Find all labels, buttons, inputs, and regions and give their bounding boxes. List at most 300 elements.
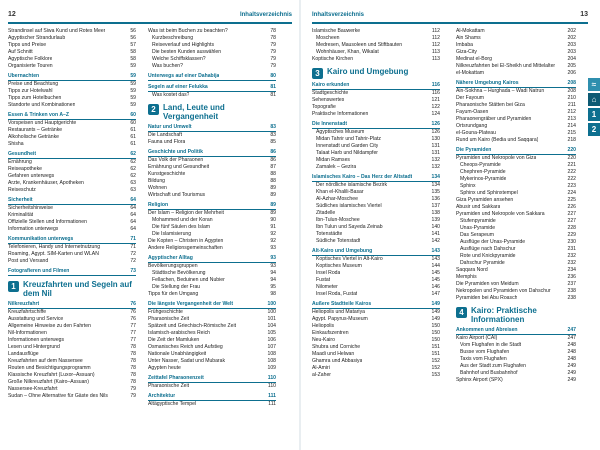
toc-entry-title: Übernachten xyxy=(8,73,40,79)
toc-entry[interactable] xyxy=(456,356,576,363)
toc-entry[interactable] xyxy=(148,49,276,56)
toc-entry[interactable] xyxy=(312,104,440,111)
toc-entry[interactable] xyxy=(456,155,576,162)
right-header-rule xyxy=(312,22,588,24)
toc-heading[interactable] xyxy=(148,124,276,132)
toc-page-number: 80 xyxy=(270,73,276,79)
toc-entry[interactable] xyxy=(8,134,136,141)
toc-entry[interactable] xyxy=(312,203,440,210)
toc-entry[interactable] xyxy=(148,401,276,408)
toc-entry[interactable] xyxy=(148,63,276,70)
toc-entry-title: el-Mokattam xyxy=(456,70,485,76)
toc-entry-title: Segeln auf einer Felukka xyxy=(148,84,208,90)
toc-entry[interactable] xyxy=(456,88,576,95)
toc-entry-title: Al-Amiri xyxy=(312,365,330,371)
toc-entry[interactable] xyxy=(456,42,576,49)
toc-entry[interactable] xyxy=(8,35,136,42)
toc-entry[interactable] xyxy=(8,386,136,393)
toc-entry-title: Ausstattung und Service xyxy=(8,316,64,322)
toc-heading[interactable] xyxy=(312,301,440,309)
toc-entry-title: Ausflüge der Unas-Pyramide xyxy=(460,239,526,245)
toc-heading[interactable] xyxy=(312,248,440,256)
toc-entry[interactable] xyxy=(312,129,440,136)
toc-page-number: 212 xyxy=(567,109,576,115)
toc-page-number: 135 xyxy=(431,189,440,195)
toc-entry-title: Telefonieren, Handy und Internetnutzung xyxy=(8,244,101,250)
toc-entry[interactable] xyxy=(8,127,136,134)
toc-entry-title: Tipps für den Umgang xyxy=(148,291,199,297)
toc-page-number: 145 xyxy=(431,270,440,276)
toc-entry[interactable] xyxy=(312,263,440,270)
toc-page-number: 72 xyxy=(130,258,136,264)
toc-heading[interactable] xyxy=(312,121,440,129)
toc-page-number: 64 xyxy=(130,197,136,203)
toc-entry[interactable] xyxy=(456,253,576,260)
toc-entry[interactable] xyxy=(312,217,440,224)
toc-entry[interactable] xyxy=(148,178,276,185)
toc-entry-title: Memphis xyxy=(456,274,477,280)
toc-page-number: 83 xyxy=(270,124,276,130)
toc-entry[interactable] xyxy=(8,159,136,166)
toc-entry[interactable] xyxy=(456,239,576,246)
toc-entry[interactable] xyxy=(456,232,576,239)
toc-entry[interactable] xyxy=(456,260,576,267)
toc-page-number: 204 xyxy=(567,56,576,62)
toc-entry-title: Strandinsel auf Siwa Kund und Rotes Meer xyxy=(8,28,106,34)
toc-heading[interactable] xyxy=(8,301,136,309)
toc-entry[interactable] xyxy=(456,190,576,197)
toc-page-number: 122 xyxy=(431,104,440,110)
toc-entry-title: Shubra und Corniche xyxy=(312,344,361,350)
toc-entry[interactable] xyxy=(8,56,136,63)
toc-entry[interactable] xyxy=(312,49,440,56)
toc-entry-title: Post und Versand xyxy=(8,258,49,264)
toc-entry[interactable] xyxy=(312,164,440,171)
toc-entry[interactable] xyxy=(456,197,576,204)
toc-list xyxy=(312,28,440,63)
toc-entry[interactable] xyxy=(148,192,276,199)
toc-entry[interactable] xyxy=(456,274,576,281)
toc-heading[interactable] xyxy=(148,375,276,383)
toc-page-number: 137 xyxy=(431,203,440,209)
toc-entry-title: Midan Ramses xyxy=(316,157,350,163)
toc-entry[interactable] xyxy=(148,365,276,372)
toc-entry[interactable] xyxy=(8,393,136,400)
toc-entry[interactable] xyxy=(312,365,440,372)
toc-entry[interactable] xyxy=(312,291,440,298)
toc-entry[interactable] xyxy=(8,173,136,180)
toc-entry-title: Alt-Kairo und Umgebung xyxy=(312,248,373,254)
toc-entry[interactable] xyxy=(148,28,276,35)
chapter-tab-1[interactable]: 1 xyxy=(588,108,600,121)
toc-entry[interactable] xyxy=(312,256,440,263)
toc-entry[interactable] xyxy=(456,183,576,190)
toc-entry[interactable] xyxy=(312,270,440,277)
toc-entry-title: Sphinx und Sphinxtempel xyxy=(460,190,518,196)
toc-page-number: 86 xyxy=(270,149,276,155)
toc-entry[interactable] xyxy=(148,164,276,171)
toc-entry[interactable] xyxy=(456,130,576,137)
toc-entry[interactable] xyxy=(8,258,136,265)
toc-page-number: 77 xyxy=(130,337,136,343)
toc-entry-title: Talaat Harb und Nildampfer xyxy=(316,150,379,156)
toc-heading[interactable] xyxy=(312,82,440,90)
toc-entry[interactable] xyxy=(8,187,136,194)
toc-entry[interactable] xyxy=(312,323,440,330)
toc-page-number: 71 xyxy=(130,244,136,250)
toc-entry[interactable] xyxy=(456,35,576,42)
toc-entry-title: Islamisch-arabisches Reich xyxy=(148,330,210,336)
right-running-title: Inhaltsverzeichnis xyxy=(312,12,365,18)
toc-heading[interactable] xyxy=(456,147,576,155)
toc-entry[interactable] xyxy=(8,81,136,88)
toc-entry[interactable] xyxy=(312,344,440,351)
toc-entry[interactable] xyxy=(312,238,440,245)
toc-entry[interactable] xyxy=(456,116,576,123)
toc-entry[interactable] xyxy=(8,309,136,316)
toc-page-number: 222 xyxy=(567,169,576,175)
toc-entry[interactable] xyxy=(148,383,276,390)
toc-entry[interactable] xyxy=(148,284,276,291)
toc-page-number: 142 xyxy=(431,238,440,244)
toc-entry[interactable] xyxy=(8,180,136,187)
toc-entry[interactable] xyxy=(456,63,576,70)
toc-heading[interactable] xyxy=(8,151,136,159)
toc-entry[interactable] xyxy=(456,95,576,102)
toc-entry[interactable] xyxy=(148,171,276,178)
toc-entry[interactable] xyxy=(8,344,136,351)
toc-entry-title: Restaurants – Getränke xyxy=(8,127,63,133)
toc-entry[interactable] xyxy=(312,351,440,358)
toc-page-number: 237 xyxy=(567,281,576,287)
toc-entry[interactable] xyxy=(8,358,136,365)
toc-entry[interactable] xyxy=(312,210,440,217)
toc-entry[interactable] xyxy=(8,351,136,358)
toc-page-number: 64 xyxy=(130,205,136,211)
toc-page-number: 58 xyxy=(130,49,136,55)
toc-entry[interactable] xyxy=(456,281,576,288)
toc-entry[interactable] xyxy=(312,56,440,63)
toc-heading[interactable] xyxy=(148,393,276,401)
toc-entry[interactable] xyxy=(8,316,136,323)
toc-entry-title: Totenstädte xyxy=(316,231,343,237)
toc-entry[interactable] xyxy=(456,162,576,169)
toc-page-number: 152 xyxy=(431,358,440,364)
toc-entry[interactable] xyxy=(148,139,276,146)
toc-entry[interactable] xyxy=(312,358,440,365)
toc-page-number: 64 xyxy=(130,226,136,232)
toc-entry-title: Koptische Kirchen xyxy=(312,56,354,62)
toc-entry-title: Klassische Kreuzfahrt (Luxor–Assuan) xyxy=(8,372,95,378)
toc-entry[interactable] xyxy=(148,210,276,217)
toc-heading[interactable] xyxy=(8,236,136,244)
toc-entry[interactable] xyxy=(456,370,576,377)
toc-entry-title: Maadi und Helwan xyxy=(312,351,355,357)
toc-entry[interactable] xyxy=(148,35,276,42)
toc-entry[interactable] xyxy=(456,109,576,116)
toc-heading[interactable] xyxy=(456,327,576,335)
toc-entry[interactable] xyxy=(456,288,576,295)
toc-entry[interactable] xyxy=(312,309,440,316)
toc-entry-title: Unter Nasser, Sadat und Mubarak xyxy=(148,358,226,364)
toc-entry[interactable] xyxy=(312,372,440,379)
toc-entry[interactable] xyxy=(456,137,576,144)
toc-page-number: 56 xyxy=(130,28,136,34)
chapter-tab-2[interactable]: 2 xyxy=(588,123,600,136)
toc-entry[interactable] xyxy=(312,42,440,49)
toc-entry[interactable] xyxy=(456,267,576,274)
toc-entry[interactable] xyxy=(312,90,440,97)
toc-page-number: 132 xyxy=(431,157,440,163)
toc-entry-title: Topografie xyxy=(312,104,336,110)
toc-page-number: 109 xyxy=(267,365,276,371)
toc-entry[interactable] xyxy=(456,218,576,225)
toc-entry-title: Ägyptisches Museum xyxy=(316,129,365,135)
waves-icon[interactable]: ≈ xyxy=(588,78,600,91)
toc-heading[interactable] xyxy=(148,301,276,309)
toc-entry[interactable] xyxy=(8,28,136,35)
toc-entry[interactable] xyxy=(8,372,136,379)
toc-entry-title: Rote und Knickpyramide xyxy=(460,253,516,259)
toc-entry-title: Giza-City xyxy=(456,49,477,55)
toc-heading[interactable] xyxy=(148,202,276,210)
toc-entry[interactable] xyxy=(8,244,136,251)
toc-entry-title: Ortsrundgang xyxy=(456,123,488,129)
toc-entry[interactable] xyxy=(456,363,576,370)
toc-entry[interactable] xyxy=(148,337,276,344)
toc-entry-title: Dahschur Pyramide xyxy=(460,260,505,266)
toc-heading[interactable] xyxy=(8,112,136,120)
toc-page-number: 72 xyxy=(130,251,136,257)
toc-entry[interactable] xyxy=(456,176,576,183)
toc-entry[interactable] xyxy=(8,212,136,219)
toc-entry-title: Gefahren unterwegs xyxy=(8,173,55,179)
toc-entry[interactable] xyxy=(456,123,576,130)
toc-entry[interactable] xyxy=(8,88,136,95)
toc-page-number: 89 xyxy=(270,185,276,191)
toc-entry[interactable] xyxy=(8,337,136,344)
toc-heading[interactable] xyxy=(148,84,276,92)
toc-entry-title: Ibn-Tulun-Moschee xyxy=(316,217,360,223)
toc-entry[interactable] xyxy=(312,111,440,118)
toc-entry-title: Pharaonische Zeit xyxy=(148,316,190,322)
toc-heading[interactable] xyxy=(456,80,576,88)
toc-entry[interactable] xyxy=(312,28,440,35)
toc-entry-title: Kunstgeschichte xyxy=(148,171,186,177)
toc-page-number: 132 xyxy=(431,164,440,170)
toc-entry[interactable] xyxy=(312,136,440,143)
toc-page-number: 248 xyxy=(567,349,576,355)
toc-page-number: 78 xyxy=(130,365,136,371)
toc-entry[interactable] xyxy=(456,335,576,342)
toc-entry-title: Allgemeine Hinweise zu den Fahrten xyxy=(8,323,91,329)
toc-heading[interactable] xyxy=(8,73,136,81)
toc-page-number: 107 xyxy=(267,344,276,350)
toc-entry[interactable] xyxy=(148,231,276,238)
toc-entry-title: Routen und Besichtigungsprogramm xyxy=(8,365,91,371)
toc-entry[interactable] xyxy=(148,157,276,164)
toc-page-number: 131 xyxy=(431,150,440,156)
toc-entry[interactable] xyxy=(456,49,576,56)
toc-entry-title: Moscheen xyxy=(316,35,340,41)
toc-entry[interactable] xyxy=(8,120,136,127)
toc-entry[interactable] xyxy=(456,28,576,35)
toc-entry-title: Vorspeisen und Hauptgerichte xyxy=(8,120,77,126)
toc-page-number: 150 xyxy=(431,323,440,329)
toc-entry[interactable] xyxy=(456,204,576,211)
toc-page-number: 59 xyxy=(130,73,136,79)
toc-page-number: 60 xyxy=(130,120,136,126)
toc-entry[interactable] xyxy=(8,330,136,337)
toc-entry-title: Aus der Stadt zum Flughafen xyxy=(460,363,526,369)
toc-entry[interactable] xyxy=(148,323,276,330)
toc-entry[interactable] xyxy=(148,263,276,270)
toc-entry-title: Natur und Umwelt xyxy=(148,124,192,130)
toc-entry-title: Der nördliche islamische Bezirk xyxy=(316,182,388,188)
toc-entry-title: Ernährung xyxy=(8,159,32,165)
toc-entry[interactable] xyxy=(148,270,276,277)
toc-entry[interactable] xyxy=(312,224,440,231)
toc-page-number: 63 xyxy=(130,180,136,186)
toc-entry[interactable] xyxy=(8,63,136,70)
toc-entry[interactable] xyxy=(456,377,576,384)
toc-entry[interactable] xyxy=(148,132,276,139)
toc-entry[interactable] xyxy=(456,295,576,302)
toc-entry[interactable] xyxy=(312,189,440,196)
toc-entry[interactable] xyxy=(8,49,136,56)
toc-heading[interactable] xyxy=(148,73,276,81)
toc-entry[interactable] xyxy=(8,95,136,102)
toc-entry[interactable] xyxy=(456,56,576,63)
toc-entry[interactable] xyxy=(148,330,276,337)
toc-page-number: 149 xyxy=(431,316,440,322)
toc-entry[interactable] xyxy=(312,284,440,291)
toc-entry-title: Die fünf Säulen des Islam xyxy=(152,224,211,230)
toc-entry[interactable] xyxy=(312,231,440,238)
toc-entry[interactable] xyxy=(8,205,136,212)
toc-entry[interactable] xyxy=(8,166,136,173)
toc-page-number: 228 xyxy=(567,225,576,231)
toc-entry[interactable] xyxy=(8,42,136,49)
toc-entry[interactable] xyxy=(312,277,440,284)
toc-entry[interactable] xyxy=(8,226,136,233)
toc-page-number: 60 xyxy=(130,112,136,118)
toc-entry[interactable] xyxy=(148,358,276,365)
toc-heading[interactable] xyxy=(148,149,276,157)
toc-heading[interactable] xyxy=(312,174,440,182)
toc-page-number: 76 xyxy=(130,316,136,322)
toc-heading[interactable] xyxy=(148,255,276,263)
toc-entry-title: Heliopolis und Matariya xyxy=(312,309,365,315)
toc-page-number: 58 xyxy=(130,56,136,62)
toc-entry[interactable] xyxy=(148,217,276,224)
toc-entry[interactable] xyxy=(312,150,440,157)
toc-heading[interactable] xyxy=(8,268,136,276)
toc-entry-title: Pyramiden und Nekropole von Sakkara xyxy=(456,211,545,217)
toc-page-number: 62 xyxy=(130,173,136,179)
toc-entry[interactable] xyxy=(456,225,576,232)
toc-entry-title: Taxis vom Flughafen xyxy=(460,356,507,362)
toc-entry[interactable] xyxy=(456,349,576,356)
toc-entry-title: Geschichte und Politik xyxy=(148,149,203,155)
toc-entry-title: Landausflüge xyxy=(8,351,39,357)
toc-entry[interactable] xyxy=(148,277,276,284)
toc-entry-title: Al-Mokattam xyxy=(456,28,485,34)
toc-entry[interactable] xyxy=(456,211,576,218)
toc-page-number: 150 xyxy=(431,337,440,343)
toc-entry[interactable] xyxy=(148,42,276,49)
toc-entry-title: Islamisches Kairo – Das Herz der Altstadt xyxy=(312,174,413,180)
toc-entry[interactable] xyxy=(8,102,136,109)
toc-page-number: 136 xyxy=(431,196,440,202)
toc-entry[interactable] xyxy=(312,330,440,337)
toc-entry[interactable] xyxy=(312,182,440,189)
toc-page-number: 202 xyxy=(567,35,576,41)
toc-entry-title: Sicherheitshinweise xyxy=(8,205,54,211)
toc-entry[interactable] xyxy=(8,323,136,330)
right-column-1 xyxy=(312,28,440,379)
toc-entry-title: Sphinx Airport (SPX) xyxy=(456,377,503,383)
toc-entry[interactable] xyxy=(148,56,276,63)
toc-entry[interactable] xyxy=(456,70,576,77)
toc-entry[interactable] xyxy=(148,316,276,323)
toc-entry[interactable] xyxy=(456,342,576,349)
toc-entry-title: Pharaonische Zeit xyxy=(148,383,190,389)
toc-entry[interactable] xyxy=(148,92,276,99)
toc-entry[interactable] xyxy=(456,169,576,176)
toc-list xyxy=(456,28,576,302)
toc-page-number: 149 xyxy=(431,301,440,307)
toc-entry[interactable] xyxy=(8,251,136,258)
toc-entry-title: Welche Schiffsklassen? xyxy=(152,56,206,62)
toc-entry[interactable] xyxy=(312,97,440,104)
toc-entry[interactable] xyxy=(8,365,136,372)
toc-entry[interactable] xyxy=(312,157,440,164)
toc-entry-title: Unas-Pyramide xyxy=(460,225,496,231)
toc-entry-title: Midan Tahrir und Tahrir-Platz xyxy=(316,136,381,142)
toc-entry[interactable] xyxy=(8,141,136,148)
toc-entry[interactable] xyxy=(148,344,276,351)
toc-entry[interactable] xyxy=(312,35,440,42)
toc-entry[interactable] xyxy=(148,351,276,358)
toc-entry[interactable] xyxy=(148,224,276,231)
home-icon[interactable]: ⌂ xyxy=(588,93,600,106)
toc-page-number: 88 xyxy=(270,171,276,177)
toc-entry-title: Tipps und Preise xyxy=(8,42,47,48)
toc-entry[interactable] xyxy=(8,219,136,226)
toc-entry[interactable] xyxy=(148,291,276,298)
toc-entry-title: Nilkreuzfahrt xyxy=(8,301,40,307)
toc-entry[interactable] xyxy=(456,246,576,253)
toc-entry[interactable] xyxy=(148,245,276,252)
toc-entry[interactable] xyxy=(148,309,276,316)
toc-entry[interactable] xyxy=(148,238,276,245)
toc-entry[interactable] xyxy=(312,143,440,150)
toc-entry[interactable] xyxy=(456,102,576,109)
toc-entry[interactable] xyxy=(312,316,440,323)
toc-page-number: 79 xyxy=(270,42,276,48)
toc-entry-title: Osmanisches Reich und Aufstieg xyxy=(148,344,223,350)
toc-entry[interactable] xyxy=(312,196,440,203)
toc-heading[interactable] xyxy=(8,197,136,205)
section-title: Kairo: Praktische Informationen xyxy=(471,306,537,324)
toc-page-number: 61 xyxy=(130,141,136,147)
toc-entry[interactable] xyxy=(8,379,136,386)
toc-entry[interactable] xyxy=(148,185,276,192)
toc-page-number: 63 xyxy=(130,187,136,193)
toc-entry[interactable] xyxy=(312,337,440,344)
toc-entry-title: Zamalek – Gezira xyxy=(316,164,357,170)
